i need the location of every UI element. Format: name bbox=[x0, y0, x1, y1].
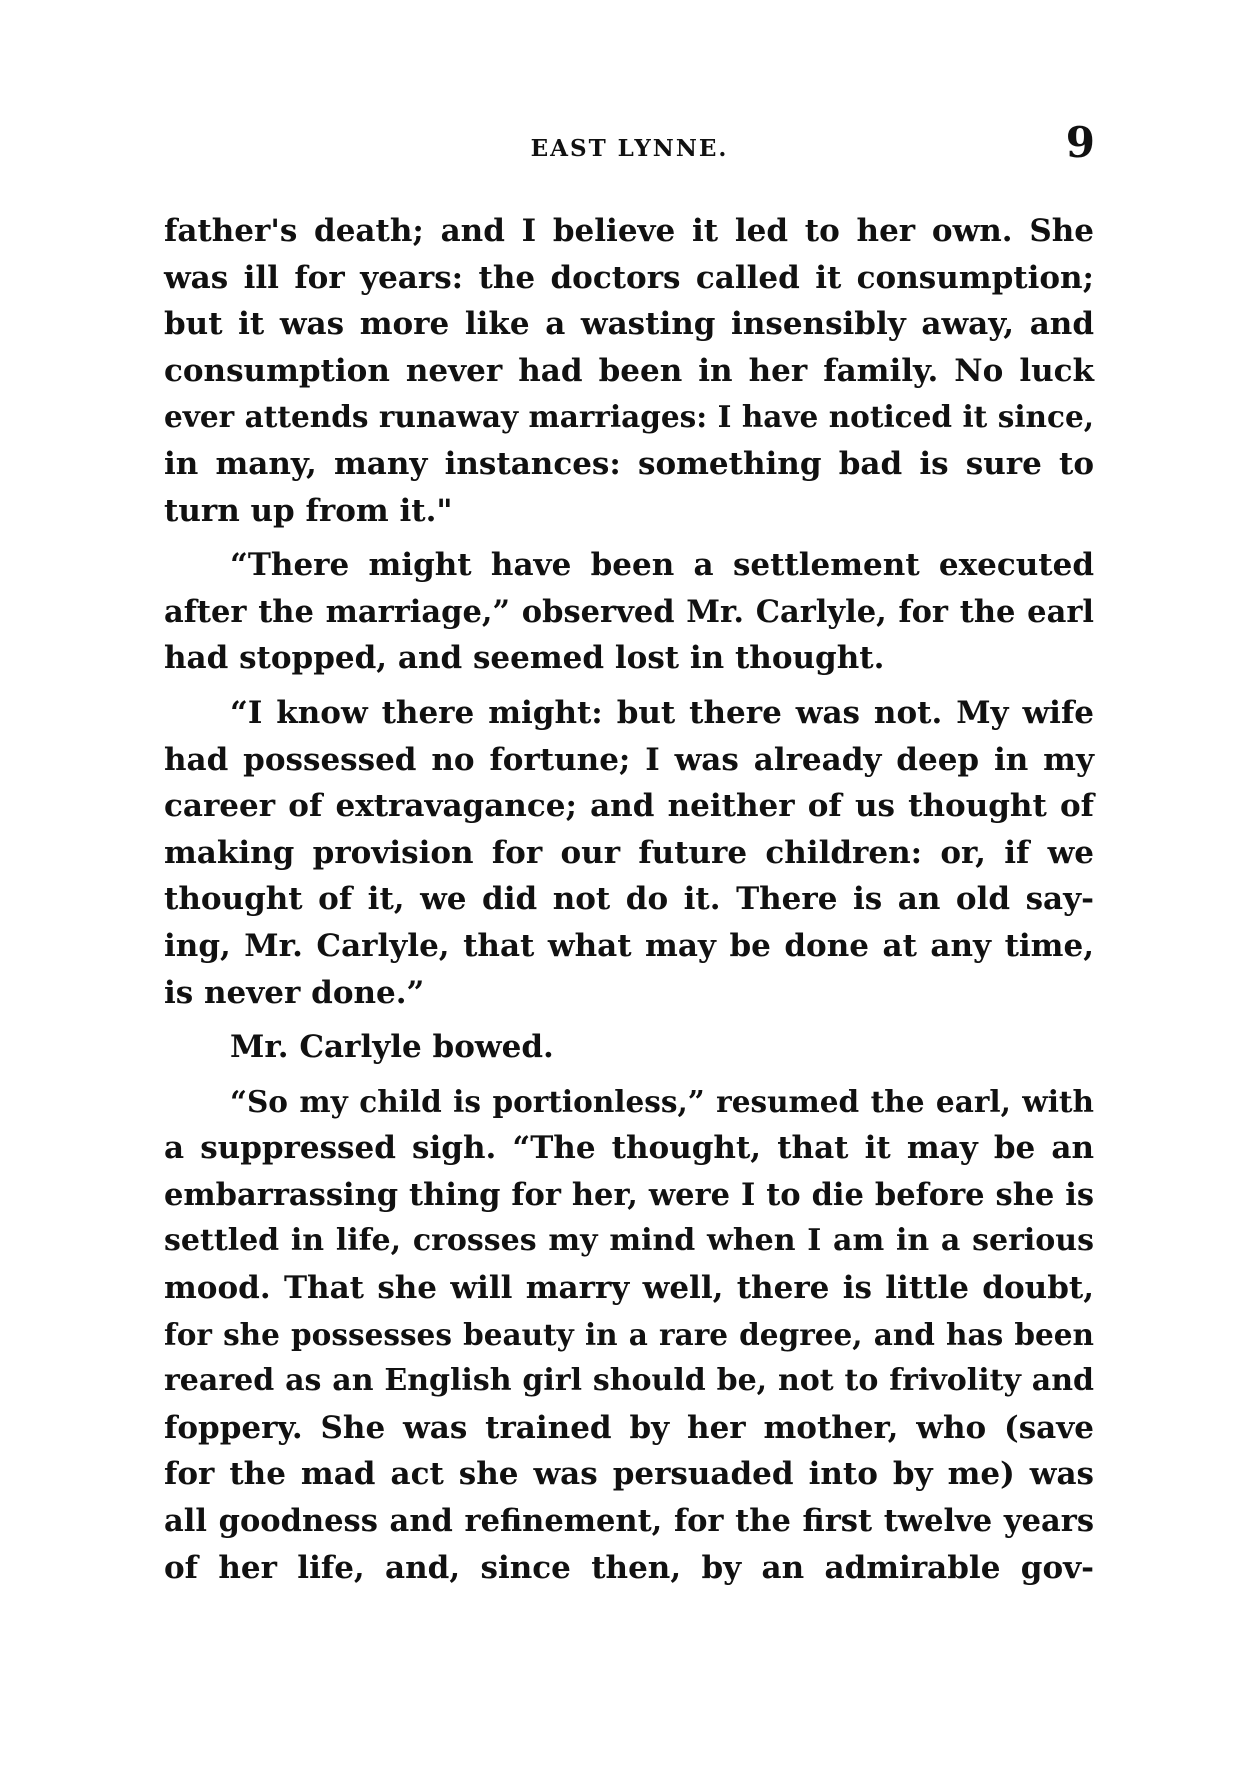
text-line: turn up from it." bbox=[164, 492, 453, 529]
text-line: “I know there might: but there was not. My wife bbox=[230, 694, 1094, 731]
text-line: reared as an English girl should be, not to frivolity and bbox=[164, 1363, 1094, 1399]
text-line: but it was more like a wasting insensibly away, and bbox=[164, 306, 1094, 343]
text-line: settled in life, crosses my mind when I am in a serious bbox=[164, 1223, 1094, 1259]
text-line: a suppressed sigh. “The thought, that it may be an bbox=[164, 1130, 1094, 1167]
text-line: ing, Mr. Carlyle, that what may be done at any time, bbox=[164, 927, 1094, 964]
text-line: had stopped, and seemed lost in thought. bbox=[164, 640, 885, 677]
text-line: all goodness and refinement, for the first twelve years bbox=[164, 1503, 1094, 1540]
text-line: “So my child is portionless,” resumed the earl, with bbox=[230, 1083, 1094, 1119]
text-line: career of extravagance; and neither of us thought of bbox=[164, 788, 1094, 825]
text-line: consumption never had been in her family. No luck bbox=[164, 352, 1094, 389]
text-line: thought of it, we did not do it. There is an old say- bbox=[164, 881, 1094, 918]
text-line: foppery. She was trained by her mother, who (save bbox=[164, 1409, 1094, 1446]
text-line: of her life, and, since then, by an admirable gov- bbox=[164, 1549, 1094, 1586]
text-line: for the mad act she was persuaded into by me) was bbox=[164, 1456, 1094, 1493]
text-line: father's death; and I believe it led to her own. She bbox=[164, 213, 1094, 249]
text-line: mood. That she will marry well, there is little doubt, bbox=[164, 1270, 1094, 1307]
text-line: had possessed no fortune; I was already deep in my bbox=[164, 741, 1094, 778]
running-title: EAST LYNNE. bbox=[530, 135, 729, 162]
text-line: for she possesses beauty in a rare degree, and has been bbox=[164, 1316, 1094, 1352]
text-line: in many, many instances: something bad is sure to bbox=[164, 445, 1094, 482]
text-line: embarrassing thing for her, were I to die before she is bbox=[164, 1176, 1094, 1213]
page-number: 9 bbox=[1065, 118, 1095, 167]
text-line: ever attends runaway marriages: I have noticed it since, bbox=[164, 399, 1094, 435]
text-line: “There might have been a settlement executed bbox=[230, 547, 1094, 584]
text-line: making provision for our future children: or, if we bbox=[164, 834, 1094, 871]
running-head bbox=[164, 118, 1095, 178]
text-line: after the marriage,” observed Mr. Carlyle, for the earl bbox=[164, 593, 1094, 630]
text-line: is never done.” bbox=[164, 974, 425, 1011]
text-line: Mr. Carlyle bowed. bbox=[230, 1029, 554, 1066]
body-text bbox=[164, 208, 1094, 1591]
text-line: was ill for years: the doctors called it consumption; bbox=[164, 259, 1094, 296]
